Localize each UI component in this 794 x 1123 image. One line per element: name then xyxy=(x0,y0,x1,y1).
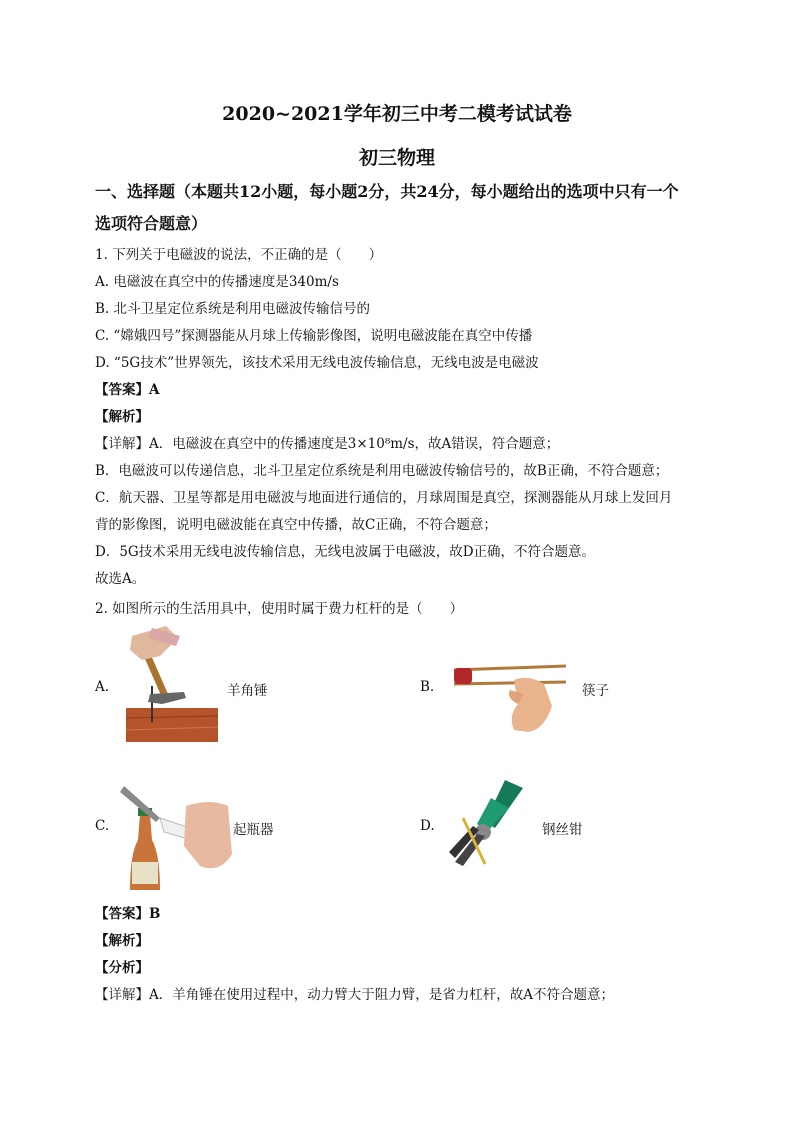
option-c-letter: C. xyxy=(95,818,110,834)
question-1-analysis-label: 【解析】 xyxy=(95,409,149,425)
option-a-letter: A. xyxy=(95,679,110,695)
section-heading-line-2: 选项符合题意） xyxy=(95,214,208,233)
question-2-analysis-label: 【解析】 xyxy=(95,933,149,949)
question-2-answer: 【答案】B xyxy=(95,906,161,922)
question-1-option-a: A. 电磁波在真空中的传播速度是340m/s xyxy=(95,274,339,290)
question-1-stem: 1. 下列关于电磁波的说法，不正确的是（ ） xyxy=(95,247,383,263)
option-b-letter: B. xyxy=(420,679,435,695)
page-subtitle: 初三物理 xyxy=(358,147,435,169)
chopsticks-icon xyxy=(448,660,568,740)
question-2-detail-line-1: 【详解】A．羊角锤在使用过程中，动力臂大于阻力臂，是省力杠杆，故A不符合题意； xyxy=(95,987,614,1003)
page-title: 2020~2021学年初三中考二模考试试卷 xyxy=(222,103,572,125)
question-1-detail-line-1: 【详解】A．电磁波在真空中的传播速度是3×10⁸m/s，故A错误，符合题意； xyxy=(95,436,560,452)
question-1-option-c: C. “嫦娥四号”探测器能从月球上传输影像图，说明电磁波能在真空中传播 xyxy=(95,328,533,344)
question-2-stem: 2. 如图所示的生活用具中，使用时属于费力杠杆的是（ ） xyxy=(95,601,464,617)
question-1-option-d: D. “5G技术”世界领先，该技术采用无线电波传输信息，无线电波是电磁波 xyxy=(95,355,539,371)
question-1-detail-line-5: D．5G技术采用无线电波传输信息，无线电波属于电磁波，故D正确，不符合题意。 xyxy=(95,544,596,560)
question-1-conclusion: 故选A。 xyxy=(95,571,146,587)
claw-hammer-icon xyxy=(122,626,222,750)
option-c-label: 起瓶器 xyxy=(233,822,274,838)
question-1-answer: 【答案】A xyxy=(95,382,160,398)
question-2-fenxi-label: 【分析】 xyxy=(95,960,149,976)
option-a-label: 羊角锤 xyxy=(227,683,268,699)
bottle-opener-icon xyxy=(120,784,235,894)
question-1-detail-line-2: B．电磁波可以传递信息，北斗卫星定位系统是利用电磁波传输信号的，故B正确，不符合题意； xyxy=(95,463,669,479)
pliers-icon xyxy=(445,778,527,874)
question-1-detail-line-4: 背的影像图，说明电磁波能在真空中传播，故C正确，不符合题意； xyxy=(95,517,497,533)
option-d-letter: D. xyxy=(420,818,435,834)
question-1-option-b: B. 北斗卫星定位系统是利用电磁波传输信号的 xyxy=(95,301,371,317)
section-heading-line-1: 一、选择题（本题共12小题，每小题2分，共24分，每小题给出的选项中只有一个 xyxy=(95,182,679,201)
question-1-detail-line-3: C．航天器、卫星等都是用电磁波与地面进行通信的，月球周围是真空，探测器能从月球上发回月 xyxy=(95,490,673,506)
option-b-label: 筷子 xyxy=(582,683,609,699)
option-d-label: 钢丝钳 xyxy=(542,822,583,838)
